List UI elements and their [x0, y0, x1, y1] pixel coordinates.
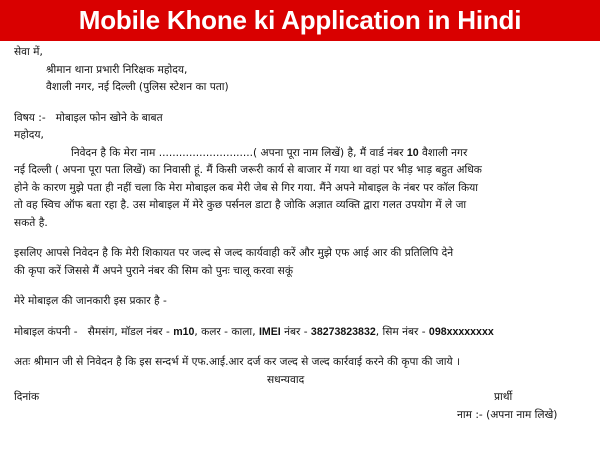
imei-value: 38273823832 [310, 325, 376, 338]
applicant-label: प्रार्थी [494, 391, 513, 403]
subject-text: मोबाइल फोन खोने के बाबत [55, 111, 163, 124]
imei-label-hindi: नंबर - [284, 325, 308, 338]
body-para1-line1 [14, 145, 594, 163]
subject-label: विषय :- [14, 111, 46, 124]
imei-label: IMEI [258, 325, 281, 338]
date-label: दिनांक [14, 391, 40, 403]
thanks: सधन्यवाद [267, 373, 305, 386]
closing-request: अतः श्रीमान जी से निवेदन है कि इस सन्दर्भ में एफ.आई.आर दर्ज कर जल्द से जल्द कार्रवाई करने की कृपा की जाये । [14, 356, 461, 368]
body-paragraph-1 [14, 145, 594, 233]
body-para1-line2: नई दिल्ली ( अपना पूरा पता लिखें) का निवासी हूं. मैं किसी जरूरी कार्य से बाजार में गया था वहां पर भीड़ भाड़ बहुत अधिक [14, 164, 482, 176]
company-value: सैमसंग [87, 325, 115, 338]
salutation-to: सेवा में, [14, 46, 43, 58]
mobile-info-heading: मेरे मोबाइल की जानकारी इस प्रकार है - [14, 295, 167, 307]
sim-label: सिम नंबर - [382, 325, 426, 338]
body-text: .( अपना पूरा नाम लिखें) है, मैं वार्ड नंबर [249, 146, 407, 159]
company-label: मोबाइल कंपनी - [14, 325, 78, 338]
body-para2-line1: इसलिए आपसे निवेदन है कि मेरी शिकायत पर जल्द से जल्द कार्यवाही करें और मुझे एफ आई आर की प्रतिलिपि देने [14, 247, 454, 259]
recipient-line-2: वैशाली नगर, नई दिल्ली (पुलिस स्टेशन का पता) [46, 81, 229, 93]
application-letter [14, 44, 594, 424]
color-label: कलर - [201, 325, 228, 338]
color-value: काला [231, 325, 253, 338]
body-paragraph-2 [14, 245, 594, 280]
model-value: m10 [173, 325, 195, 338]
body-para1-line3: होने के कारण मुझे पता ही नहीं चला कि मेरा मोबाइल कब मेरी जेब से गिर गया. मैंने अपने मोबाइल के नंबर पर कॉल किया [14, 181, 479, 194]
recipient-line-1: श्रीमान थाना प्रभारी निरिक्षक महोदय, [46, 63, 188, 76]
body-para1-line4: तो वह स्विच ऑफ बता रहा है. उस मोबाइल में मेरे कुछ पर्सनल डाटा है जोकि अज्ञात व्यक्ति द्वारा गलत उपयोग में ले जा [14, 199, 467, 211]
title-banner [0, 0, 600, 41]
body-text: वैशाली नगर [418, 146, 468, 159]
name-placeholder-text: निवेदन है कि मेरा नाम ........................... [71, 146, 250, 159]
greeting: महोदय, [14, 129, 44, 141]
body-para2-line2: की कृपा करें जिससे मैं अपने पुराने नंबर की सिम को पुनः चालू करवा सकूं [14, 264, 293, 277]
body-para1-line5: सकते है. [14, 216, 48, 229]
page-title: Mobile Khone ki Application in Hindi [78, 5, 522, 35]
subject-line [14, 110, 594, 128]
mobile-info-line: मोबाइल कंपनी - सैमसंग, मॉडल नंबर - m10, कलर - काला, IMEI नंबर - 38273823832, सिम नंबर - 098xxxxxxxx [14, 325, 494, 338]
signature-row [14, 389, 594, 407]
sim-value: 098xxxxxxxx [428, 325, 494, 338]
applicant-name-line: नाम :- (अपना नाम लिखे) [457, 408, 558, 421]
ward-number: 10 [406, 146, 419, 159]
model-label: मॉडल नंबर - [121, 325, 170, 338]
